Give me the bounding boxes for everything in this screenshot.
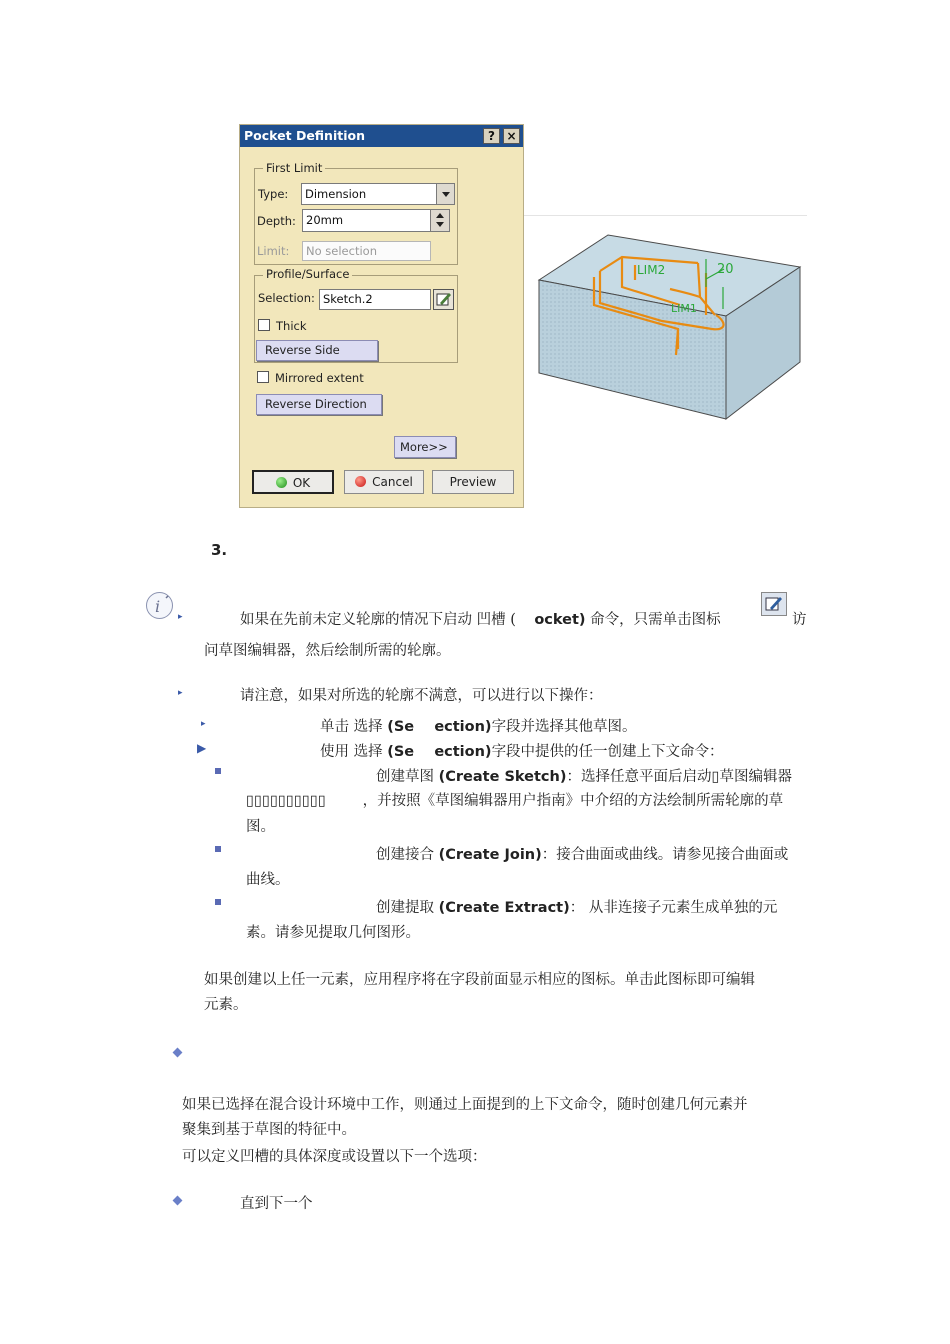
close-button[interactable]: ×	[503, 128, 520, 144]
limit-input[interactable]: No selection	[302, 241, 431, 261]
help-button[interactable]: ?	[483, 128, 500, 144]
mirrored-extent-label: Mirrored extent	[275, 371, 364, 385]
bullet-arrow-icon: ▸	[178, 612, 183, 622]
dimension-label: 20	[717, 262, 734, 277]
option-2: 使用 选择 (Se ection)字段中提供的任一创建上下文命令：	[320, 744, 724, 760]
dialog-title: Pocket Definition	[240, 125, 523, 147]
option-1: 单击 选择 (Se ection)字段并选择其他草图。	[320, 719, 637, 735]
intro-text: 请注意，如果对所选的轮廓不满意，可以进行以下操作：	[240, 688, 603, 704]
ok-button[interactable]: OK	[252, 470, 334, 494]
note-line-2: 问草图编辑器，然后绘制所需的轮廓。	[204, 643, 451, 659]
sub-item-create-join: 创建接合 (Create Join)：接合曲面或曲线。请参见接合曲面或	[376, 847, 789, 863]
pocket-3d-preview	[530, 225, 810, 425]
cancel-button[interactable]: Cancel	[344, 470, 424, 494]
type-select[interactable]	[301, 183, 455, 205]
icon-paragraph-line1: 如果创建以上任一元素，应用程序将在字段前面显示相应的图标。单击此图标即可编辑	[204, 972, 755, 988]
thick-label: Thick	[276, 319, 307, 333]
note-line-1-end: 访	[792, 612, 807, 628]
depth-intro: 可以定义凹槽的具体深度或设置以下一个选项：	[182, 1149, 487, 1165]
cancel-icon	[355, 476, 366, 487]
sub-item-create-extract: 创建提取 (Create Extract)： 从非连接子元素生成单独的元	[376, 900, 778, 916]
ok-icon	[276, 477, 287, 488]
thick-checkbox[interactable]	[258, 319, 270, 331]
sub-item-create-sketch: 创建草图 (Create Sketch)：选择任意平面后启动▯草图编辑器	[376, 769, 792, 785]
sketcher-icon[interactable]	[761, 592, 787, 616]
depth-value: 20mm	[306, 213, 344, 227]
lim2-label: LIM2	[637, 263, 666, 277]
bullet-square-icon	[215, 846, 221, 852]
selection-label: Selection:	[258, 291, 315, 305]
bullet-arrow-icon: ▸	[178, 688, 183, 698]
svg-text:i: i	[155, 597, 161, 616]
lim1-label: LIM1	[671, 302, 697, 315]
depth-input[interactable]	[302, 209, 450, 232]
note-line-1: 如果在先前未定义轮廓的情况下启动 凹槽 ( ocket) 命令，只需单击图标	[240, 612, 721, 628]
hybrid-line2: 聚集到基于草图的特征中。	[182, 1122, 356, 1138]
preview-button[interactable]: Preview	[432, 470, 514, 494]
viewport-divider	[524, 215, 807, 216]
sub-item-create-extract-line2: 素。请参见提取几何图形。	[246, 925, 420, 941]
sketcher-icon[interactable]	[433, 289, 454, 310]
step-number: 3.	[211, 541, 228, 559]
up-to-next: 直到下一个	[240, 1196, 313, 1212]
type-value: Dimension	[305, 187, 367, 201]
type-label: Type:	[258, 187, 289, 201]
bullet-arrow-icon: ▶	[197, 741, 207, 755]
reverse-side-button[interactable]: Reverse Side	[256, 340, 378, 361]
bullet-square-icon	[215, 899, 221, 905]
first-limit-label: First Limit	[263, 161, 325, 175]
sub-item-create-sketch-line2: ▯▯▯▯▯▯▯▯▯▯ ，并按照《草图编辑器用户指南》中介绍的方法绘制所需轮廓的草	[246, 793, 784, 809]
mirrored-extent-checkbox[interactable]	[257, 371, 269, 383]
sub-item-create-join-line2: 曲线。	[246, 872, 290, 888]
info-icon	[146, 592, 173, 619]
bullet-diamond-icon	[173, 1196, 183, 1206]
selection-input[interactable]: Sketch.2	[319, 289, 431, 310]
chevron-down-icon[interactable]	[436, 184, 454, 204]
sub-item-create-sketch-line3: 图。	[246, 819, 275, 835]
profile-surface-label: Profile/Surface	[263, 267, 352, 281]
reverse-direction-button[interactable]: Reverse Direction	[256, 394, 382, 415]
depth-spinner[interactable]	[430, 210, 449, 231]
bullet-diamond-icon	[173, 1048, 183, 1058]
limit-label: Limit:	[257, 244, 290, 258]
depth-label: Depth:	[257, 214, 296, 228]
icon-paragraph-line2: 元素。	[204, 997, 248, 1013]
more-button[interactable]: More>>	[394, 436, 456, 458]
bullet-square-icon	[215, 768, 221, 774]
hybrid-line1: 如果已选择在混合设计环境中工作，则通过上面提到的上下文命令，随时创建几何元素并	[182, 1097, 748, 1113]
bullet-arrow-icon: ▸	[201, 719, 206, 729]
